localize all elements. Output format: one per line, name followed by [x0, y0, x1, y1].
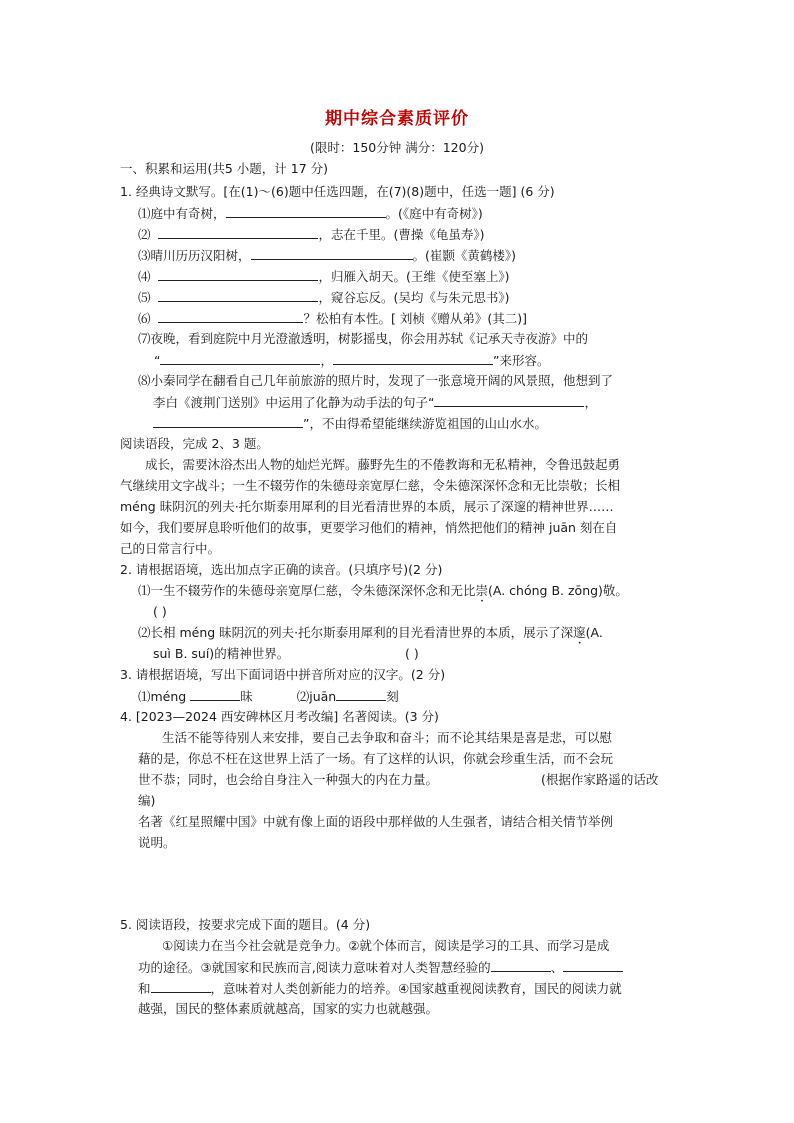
q1-item-7: ⑺夜晚，看到庭院中月光澄澈透明，树影摇曳，你会用苏轼《记承天寺夜游》中的	[138, 331, 589, 346]
q2-item-2-line2: suì B. suí)的精神世界。	[153, 646, 290, 661]
answer-blank[interactable]	[158, 309, 303, 323]
q1-item-2: ⑵ ，志在千里。(曹操《龟虽寿》)	[138, 227, 485, 242]
q4-source: (根据作家路遥的话改	[541, 772, 659, 787]
q1-item-5: ⑸ ，窥谷忘反。(吴均《与朱元思书》)	[138, 290, 510, 305]
passage-line: 气继续用文字战斗；一生不辍劳作的朱德母亲宽厚仁慈，令朱德深深怀念和无比崇敬；长相	[120, 478, 621, 493]
answer-blank[interactable]	[151, 979, 211, 993]
answer-blank[interactable]	[251, 246, 413, 260]
passage-line: 己的日常言行中。	[120, 541, 221, 556]
answer-blank[interactable]	[491, 958, 551, 972]
answer-blank[interactable]	[336, 687, 386, 701]
q4-source-end: 编)	[138, 793, 156, 808]
answer-blank[interactable]	[153, 414, 303, 428]
q2-answer-paren-1[interactable]: ( )	[153, 604, 167, 619]
q4-quote-line: 藉的是，你总不枉在这世界上活了一场。有了这样的认识，你就会珍重生活，而不会玩	[138, 751, 614, 766]
q1-item-7-answer: “ ， ”来形容。	[154, 353, 550, 368]
section-heading: 一、积累和运用(共5 小题，计 17 分)	[120, 161, 329, 176]
q1-stem: 1. 经典诗文默写。[在(1)～(6)题中任选四题，在(7)(8)题中，任选一题] (6 分)	[120, 184, 555, 199]
q5-line: ①阅读力在当今社会就是竞争力。②就个体而言，阅读是学习的工具、而学习是成	[162, 938, 610, 953]
q1-item-1: ⑴庭中有奇树， 。(《庭中有奇树》)	[138, 206, 483, 221]
q3-items: ⑴méng 昧 ⑵juān 刻	[138, 689, 399, 704]
q4-stem: 4. [2023—2024 西安碑林区月考改编] 名著阅读。(3 分)	[120, 709, 439, 724]
q1-item-3: ⑶晴川历历汉阳树， 。(崔颢《黄鹤楼》)	[138, 248, 517, 263]
page-title: 期中综合素质评价	[325, 109, 469, 129]
q1-item-8-line2: 李白《渡荆门送别》中运用了化静为动手法的句子“ ，	[153, 395, 597, 410]
q1-item-6: ⑹ ？松柏有本性。[ 刘桢《赠从弟》(其二)]	[138, 311, 527, 326]
dotted-char: 邃	[573, 625, 586, 640]
q2-item-1: ⑴一生不辍劳作的朱德母亲宽厚仁慈，令朱德深深怀念和无比崇(A. chóng B. zōng)敬。	[138, 583, 628, 598]
q4-question-end: 说明。	[138, 835, 176, 850]
answer-blank[interactable]	[160, 351, 320, 365]
answer-blank[interactable]	[190, 687, 240, 701]
answer-blank[interactable]	[563, 958, 623, 972]
q4-question: 名著《红星照耀中国》中就有像上面的语段中那样做的人生强者，请结合相关情节举例	[138, 814, 614, 829]
dotted-char: 崇	[475, 583, 489, 598]
answer-blank[interactable]	[158, 225, 318, 239]
answer-blank[interactable]	[434, 393, 584, 407]
q2-answer-paren-2[interactable]: ( )	[405, 646, 419, 661]
passage-line: méng 昧阴沉的列夫·托尔斯泰用犀利的目光看清世界的本质，展示了深邃的精神世界……	[120, 499, 614, 514]
q5-stem: 5. 阅读语段，按要求完成下面的题目。(4 分)	[120, 917, 371, 932]
q1-item-8: ⑻小秦同学在翻看自己几年前旅游的照片时，发现了一张意境开阔的风景照，他想到了	[138, 373, 614, 388]
answer-blank[interactable]	[333, 351, 493, 365]
answer-blank[interactable]	[226, 204, 386, 218]
q4-quote-line: 世不恭；同时，也会给自身注入一种强大的内在力量。	[138, 772, 439, 787]
q5-line: 和 ，意味着对人类创新能力的培养。④国家越重视阅读教育，国民的阅读力就	[138, 981, 622, 996]
q4-quote-line: 生活不能等待别人来安排，要自己去争取和奋斗；而不论其结果是喜是悲，可以慰	[162, 730, 613, 745]
q1-item-8-line3: ”，不由得希望能继续游览祖国的山山水水。	[153, 414, 547, 433]
q5-line: 功的途径。③就国家和民族而言,阅读力意味着对人类智慧经验的 、	[138, 958, 623, 977]
passage-line: 如今，我们要屏息聆听他们的故事，更要学习他们的精神，悄然把他们的精神 juān 刻在自	[120, 520, 618, 535]
q2-item-2: ⑵长相 méng 昧阴沉的列夫·托尔斯泰用犀利的目光看清世界的本质，展示了深邃(A.	[138, 625, 603, 640]
answer-blank[interactable]	[158, 267, 318, 281]
q1-item-4: ⑷ ，归雁入胡天。(王维《使至塞上》)	[138, 269, 510, 284]
q5-line: 越强，国民的整体素质就越高，国家的实力也就越强。	[138, 1001, 439, 1016]
answer-blank[interactable]	[158, 288, 318, 302]
passage-intro: 阅读语段，完成 2、3 题。	[120, 436, 269, 451]
q2-stem: 2. 请根据语境，选出加点字正确的读音。(只填序号)(2 分)	[120, 562, 443, 577]
q3-stem: 3. 请根据语境，写出下面词语中拼音所对应的汉字。(2 分)	[120, 667, 446, 682]
time-score-limit: (限时：150分钟 满分：120分)	[310, 140, 484, 155]
passage-line: 成长，需要沐浴杰出人物的灿烂光辉。藤野先生的不倦教诲和无私精神，令鲁迅鼓起勇	[145, 457, 621, 472]
